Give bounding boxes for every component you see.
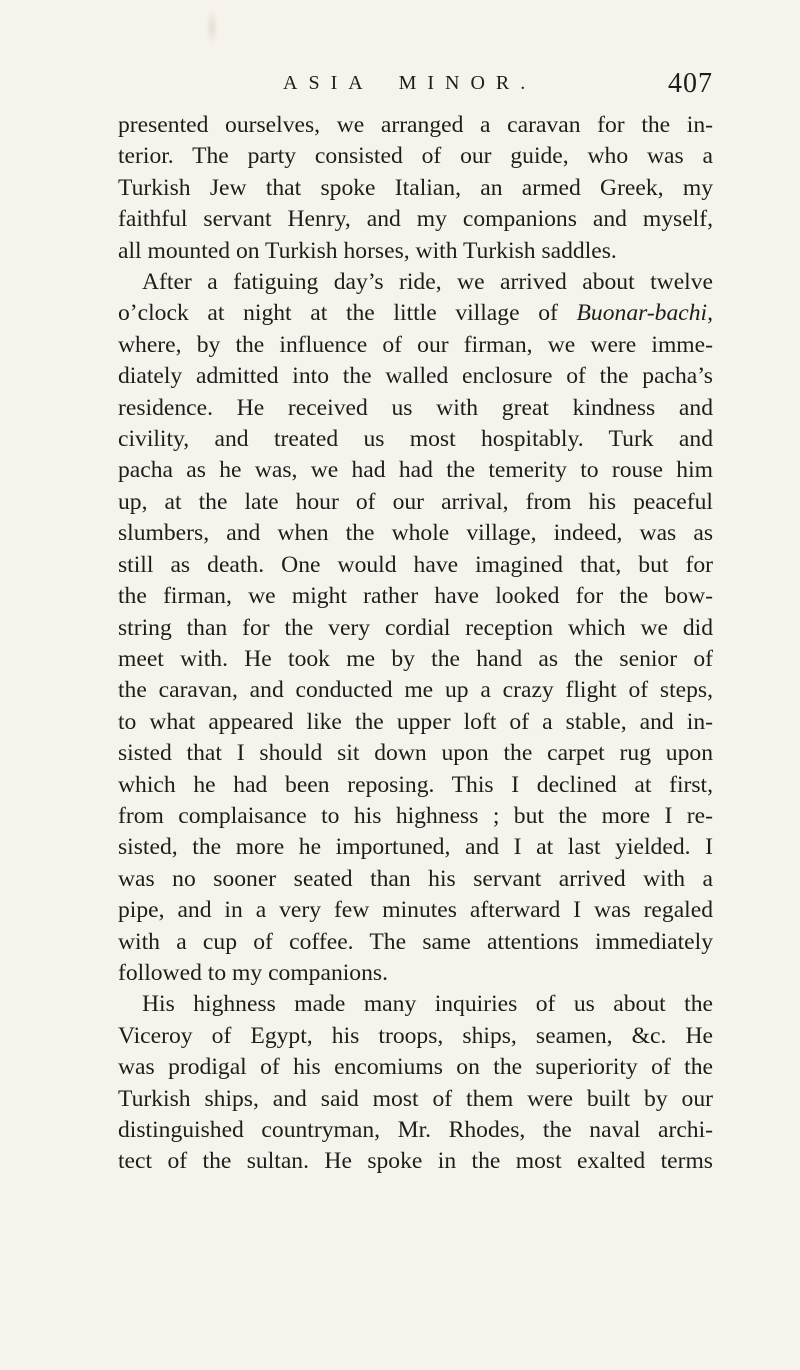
text-line: the caravan, and conducted me up a crazy flight of steps, — [118, 677, 713, 704]
text-line: was prodigal of his encomiums on the superiority of the — [118, 1054, 713, 1081]
text-line: presented ourselves, we arranged a caravan for the in- — [118, 112, 713, 138]
running-head — [118, 68, 713, 108]
text-line: was no sooner seated than his servant arrived with a — [118, 865, 713, 892]
text-line: with a cup of coffee. The same attentions immediately — [118, 928, 713, 955]
text-line: string than for the very cordial reception which we did — [118, 614, 713, 641]
text-line: faithful servant Henry, and my companions and myself, — [118, 206, 713, 233]
running-title: ASIA MINOR. — [283, 72, 537, 94]
text-line: After a fatiguing day’s ride, we arrived about twelve — [142, 269, 713, 296]
text-line: residence. He received us with great kindness and — [118, 394, 713, 421]
text-line: tect of the sultan. He spoke in the most exalted terms — [118, 1148, 713, 1175]
paragraph-3 — [118, 989, 713, 1177]
text-line-prefix: o’clock at night at the little village of — [118, 300, 577, 327]
paper-stain — [205, 8, 219, 46]
text-line: Viceroy of Egypt, his troops, ships, seamen, &c. He — [118, 1022, 713, 1049]
text-line: which he had been reposing. This I declined at first, — [118, 771, 713, 798]
text-line: pipe, and in a very few minutes afterward I was regaled — [118, 897, 713, 924]
text-line: civility, and treated us most hospitably. Turk and — [118, 426, 713, 453]
text-line: sisted, the more he importuned, and I at last yielded. I — [118, 834, 713, 861]
body-text — [118, 110, 713, 1178]
text-line: still as death. One would have imagined that, but for — [118, 551, 713, 578]
paragraph-2 — [118, 267, 713, 989]
text-line: where, by the influence of our firman, we were imme- — [118, 331, 713, 358]
paragraph-1 — [118, 110, 713, 267]
text-line: diately admitted into the walled enclosure of the pacha’s — [118, 363, 713, 390]
text-line: followed to my companions. — [118, 959, 388, 986]
text-line: pacha as he was, we had had the temerity to rouse him — [118, 457, 713, 484]
text-line: up, at the late hour of our arrival, from his peaceful — [118, 488, 713, 515]
text-line: to what appeared like the upper loft of a stable, and in- — [118, 708, 713, 735]
text-line: distinguished countryman, Mr. Rhodes, the naval archi- — [118, 1117, 713, 1143]
text-line: all mounted on Turkish horses, with Turkish saddles. — [118, 237, 617, 264]
text-line: slumbers, and when the whole village, indeed, was as — [118, 520, 713, 547]
text-line: Turkish Jew that spoke Italian, an armed Greek, my — [118, 174, 713, 201]
text-line: the firman, we might rather have looked for the bow- — [118, 583, 713, 610]
place-name: Buonar-bachi, — [576, 300, 713, 327]
text-line: meet with. He took me by the hand as the senior of — [118, 645, 713, 672]
text-line: sisted that I should sit down upon the carpet rug upon — [118, 740, 713, 767]
text-line: terior. The party consisted of our guide, who was a — [118, 143, 713, 170]
text-line: Turkish ships, and said most of them were built by our — [118, 1085, 713, 1112]
text-line — [118, 298, 713, 329]
page-number: 407 — [668, 68, 713, 99]
text-line: His highness made many inquiries of us about the — [142, 991, 713, 1018]
text-line: from complaisance to his highness ; but the more I re- — [118, 802, 713, 829]
